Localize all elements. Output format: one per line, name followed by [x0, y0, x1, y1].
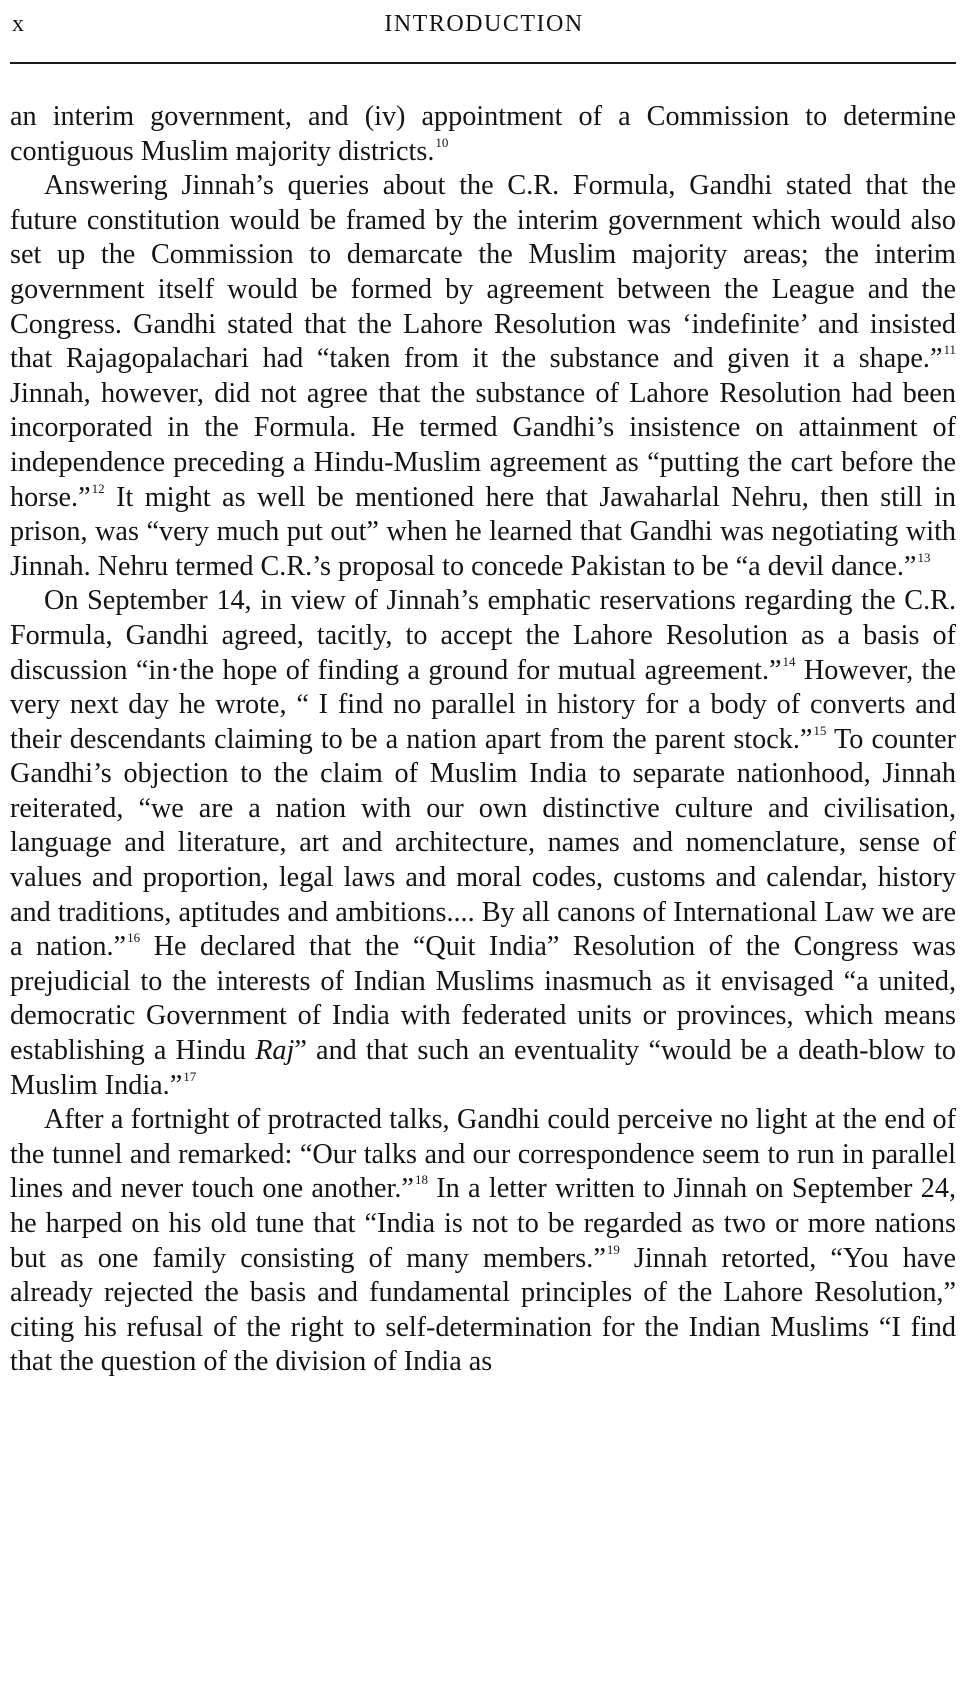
paragraph — [10, 169, 956, 584]
footnote-ref: 17 — [183, 1068, 197, 1084]
text-run: In a letter written to Jinnah on September 24, he harped on his old tune that “India is not to be regarded as two or more nations but as one family consisting of many members.” — [10, 1173, 956, 1274]
footnote-ref: 19 — [606, 1241, 620, 1257]
text-run: ” and that such an eventuality “would be a death-blow to Muslim India.” — [10, 1035, 956, 1101]
text-run: He declared that the “Quit India” Resolution of the Congress was prejudicial to the interests of Indian Muslims inasmuch as it envisaged “a united, democratic Government of India with federated units or provinces, which means establishing a Hindu — [10, 931, 956, 1067]
footnote-ref: 16 — [127, 930, 141, 946]
footnote-ref: 12 — [91, 480, 105, 496]
text-run: an interim government, and (iv) appointment of a Commission to determine contiguous Muslim majority districts. — [10, 101, 956, 167]
text-run: Jinnah, however, did not agree that the substance of Lahore Resolution had been incorporated in the Formula. He termed Gandhi’s insistence on attainment of independence preceding a Hindu-Muslim agreement as “putting the cart before the horse.” — [10, 377, 956, 513]
footnote-ref: 15 — [813, 722, 827, 738]
italic-text: Raj — [255, 1035, 295, 1067]
text-run: Jinnah retorted, “You have already rejected the basis and fundamental principles of the Lahore Resolution,” citing his refusal of the right to self-determination for the Indian Muslims “I find that the question of the division of India as — [10, 1242, 956, 1378]
text-run: However, the very next day he wrote, “ I find no parallel in history for a body of converts and their descendants claiming to be a nation apart from the parent stock.” — [10, 654, 956, 755]
running-head: INTRODUCTION — [384, 11, 584, 37]
body-text — [10, 100, 956, 1380]
page-number: x — [12, 11, 25, 37]
footnote-ref: 18 — [414, 1172, 428, 1188]
text-run: After a fortnight of protracted talks, Gandhi could perceive no light at the end of the tunnel and remarked: “Our talks and our correspondence seem to run in parallel lines and never touch one another.” — [10, 1104, 956, 1205]
header-rule — [10, 62, 956, 64]
footnote-ref: 14 — [782, 653, 796, 669]
text-run: To counter Gandhi’s objection to the claim of Muslim India to separate nationhood, Jinnah reiterated, “we are a nation with our own distinctive culture and civilisation, language and literature, art and architecture, names and nomenclature, sense of values and proportion, legal laws and moral codes, customs and calendar, history and traditions, aptitudes and ambitions.... By all canons of International Law we are a nation.” — [10, 723, 956, 963]
paragraph — [10, 100, 956, 169]
paragraph — [10, 1103, 956, 1380]
text-run: Answering Jinnah’s queries about the C.R. Formula, Gandhi stated that the future constitution would be framed by the interim government which would also set up the Commission to demarcate the Muslim majority areas; the interim government itself would be formed by agreement between the League and the Congress. Gandhi stated that the Lahore Resolution was ‘indefinite’ and insisted that Rajagopalachari had “taken from it the substance and given it a shape.” — [10, 170, 956, 375]
paragraph — [10, 584, 956, 1103]
text-run: It might as well be mentioned here that Jawaharlal Nehru, then still in prison, was “very much put out” when he learned that Gandhi was negotiating with Jinnah. Nehru termed C.R.’s proposal to concede Pakistan to be “a devil dance.” — [10, 481, 956, 582]
footnote-ref: 11 — [943, 342, 956, 358]
footnote-ref: 13 — [917, 549, 931, 565]
text-run: On September 14, in view of Jinnah’s emphatic reservations regarding the C.R. Formula, Gandhi agreed, tacitly, to accept the Lahore Resolution as a basis of discussion “in·the hope of finding a ground for mutual agreement.” — [10, 585, 956, 686]
footnote-ref: 10 — [435, 134, 449, 150]
